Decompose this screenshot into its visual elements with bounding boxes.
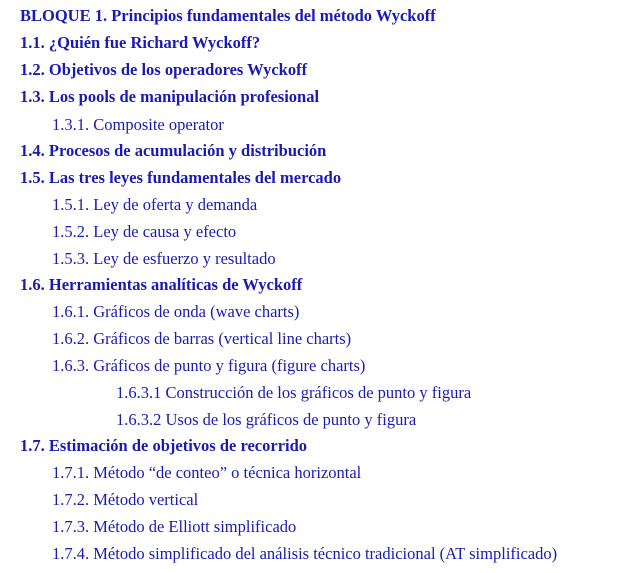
toc-item-1-7-3[interactable]: 1.7.3. Método de Elliott simplificado bbox=[52, 517, 297, 536]
toc-item-1-3[interactable]: 1.3. Los pools de manipulación profesional bbox=[20, 87, 320, 106]
toc-item-1-6-3[interactable]: 1.6.3. Gráficos de punto y figura (figure charts) bbox=[52, 356, 366, 375]
toc-item-1-3-1[interactable]: 1.3.1. Composite operator bbox=[52, 115, 224, 134]
toc-item-1-6[interactable]: 1.6. Herramientas analíticas de Wyckoff bbox=[20, 275, 303, 294]
toc-item-1-7-1[interactable]: 1.7.1. Método “de conteo” o técnica horizontal bbox=[52, 463, 362, 482]
toc-item-1-7[interactable]: 1.7. Estimación de objetivos de recorrido bbox=[20, 436, 308, 455]
toc-item-1-5-1[interactable]: 1.5.1. Ley de oferta y demanda bbox=[52, 195, 258, 214]
toc-item-1-6-3-1[interactable]: 1.6.3.1 Construcción de los gráficos de punto y figura bbox=[116, 383, 472, 402]
toc-item-1-6-3-2[interactable]: 1.6.3.2 Usos de los gráficos de punto y figura bbox=[116, 410, 417, 429]
toc-item-1-5[interactable]: 1.5. Las tres leyes fundamentales del mercado bbox=[20, 168, 342, 187]
toc-item-1-7-2[interactable]: 1.7.2. Método vertical bbox=[52, 490, 199, 509]
toc-item-1-5-2[interactable]: 1.5.2. Ley de causa y efecto bbox=[52, 222, 237, 241]
toc-item-1-5-3[interactable]: 1.5.3. Ley de esfuerzo y resultado bbox=[52, 249, 276, 268]
toc-item-1-7-4[interactable]: 1.7.4. Método simplificado del análisis técnico tradicional (AT simplificado) bbox=[52, 544, 558, 563]
toc-item-1-6-2[interactable]: 1.6.2. Gráficos de barras (vertical line charts) bbox=[52, 329, 352, 348]
toc-item-1-6-1[interactable]: 1.6.1. Gráficos de onda (wave charts) bbox=[52, 302, 300, 321]
toc-item-1-1[interactable]: 1.1. ¿Quién fue Richard Wyckoff? bbox=[20, 33, 261, 52]
toc-item-1-4[interactable]: 1.4. Procesos de acumulación y distribución bbox=[20, 141, 327, 160]
toc-block-title[interactable]: BLOQUE 1. Principios fundamentales del método Wyckoff bbox=[20, 6, 436, 25]
toc-item-1-2[interactable]: 1.2. Objetivos de los operadores Wyckoff bbox=[20, 60, 308, 79]
